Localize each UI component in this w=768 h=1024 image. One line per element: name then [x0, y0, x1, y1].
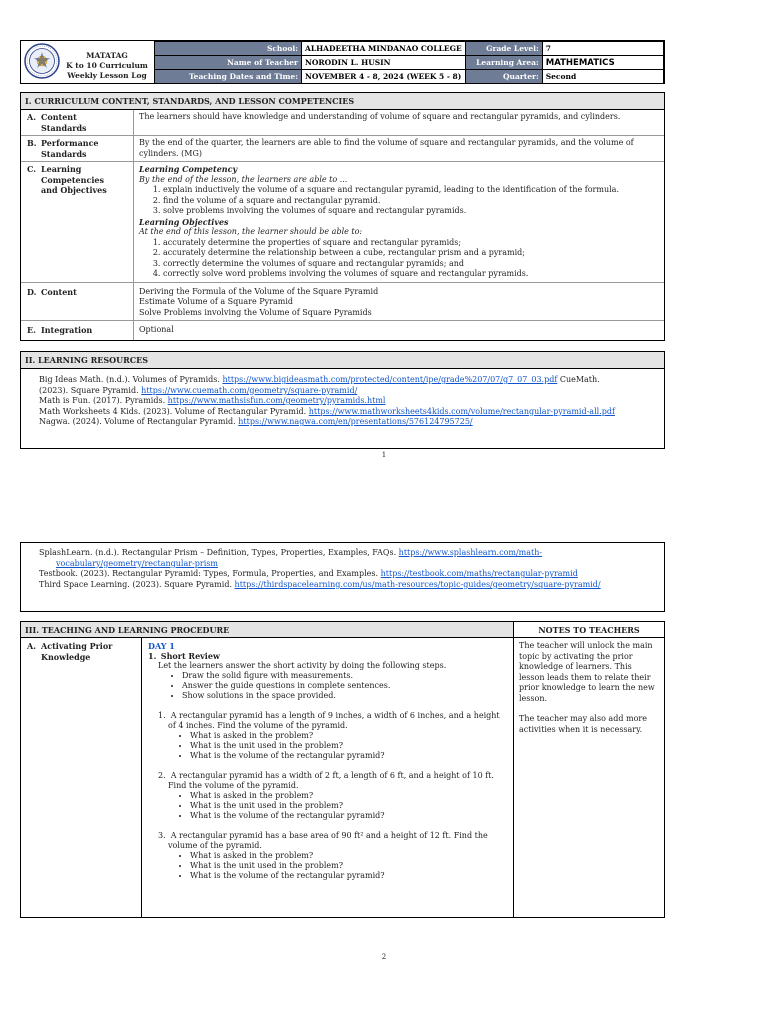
- problem-num: 3.: [158, 831, 166, 840]
- grade-label: Grade Level:: [465, 42, 542, 56]
- reference-item: [39, 396, 646, 407]
- problem-item: [148, 771, 507, 791]
- list-item: • What is the volume of the rectangular pyramid?: [190, 751, 507, 761]
- row-label-text: Knowledge: [41, 651, 91, 662]
- reference-text: Big Ideas Math. (n.d.). Volumes of Pyramids.: [39, 375, 223, 384]
- performance-standards-text: By the end of the quarter, the learners are able to find the volume of square and rectangular pyramids, and the volume of cylinders. (MG): [139, 138, 634, 158]
- procedure-body: [21, 638, 664, 918]
- header-title: [61, 51, 153, 81]
- activity-title: [148, 651, 507, 661]
- list-item: 3. solve problems involving the volumes of square and rectangular pyramids.: [163, 206, 659, 217]
- row-label-num: D.: [27, 286, 37, 297]
- reference-text: Math is Fun. (2017). Pyramids.: [39, 396, 168, 405]
- content-line: Solve Problems involving the Volume of Square Pyramids: [139, 307, 372, 317]
- reference-text: Testbook. (2023). Rectangular Pyramid: Types, Formula, Properties, and Examples.: [39, 569, 381, 578]
- reference-text: CueMath.: [557, 375, 600, 384]
- objectives-list: [139, 238, 659, 280]
- problem-item: [148, 831, 507, 851]
- guide-question-list: [148, 851, 507, 881]
- teacher-value: NORODIN L. HUSIN: [302, 56, 466, 70]
- notes-title: NOTES TO TEACHERS: [514, 622, 664, 637]
- row-label: [21, 283, 134, 321]
- reference-link[interactable]: https://www.bigideasmath.com/protected/content/ipe/grade%207/07/g7_07_03.pdf: [222, 375, 558, 384]
- deped-seal-icon: [24, 43, 60, 79]
- reference-text: Third Space Learning. (2023). Square Pyramid.: [39, 579, 235, 589]
- reference-item: [39, 569, 646, 580]
- quarter-value: Second: [542, 70, 663, 84]
- section-procedure: [20, 621, 665, 918]
- content-text: [134, 283, 664, 321]
- section-title: III. TEACHING AND LEARNING PROCEDURE: [21, 622, 514, 637]
- procedure-content: [142, 638, 514, 918]
- lesson-log-header: [20, 40, 665, 84]
- teacher-label: Name of Teacher: [155, 56, 302, 70]
- reference-link[interactable]: https://www.nagwa.com/en/presentations/576124795725/: [238, 417, 473, 426]
- activity-instruction: Let the learners answer the short activity by doing the following steps.: [158, 661, 447, 670]
- list-item: • What is the volume of the rectangular pyramid?: [190, 811, 507, 821]
- row-label: [21, 162, 134, 282]
- reference-list: [21, 369, 664, 434]
- row-label-text: Competencies: [41, 174, 104, 185]
- reference-link[interactable]: https://testbook.com/maths/rectangular-pyramid: [380, 569, 578, 578]
- section-curriculum: [20, 92, 665, 341]
- row-label-num: A.: [27, 112, 36, 122]
- list-item: • Draw the solid figure with measurements.: [182, 671, 507, 681]
- school-value: ALHADEETHA MINDANAO COLLEGE: [302, 42, 466, 56]
- row-content-standards: [21, 110, 664, 136]
- list-item: • Answer the guide questions in complete sentences.: [182, 681, 507, 691]
- row-label-text: Integration: [41, 325, 93, 335]
- reference-item: [39, 375, 646, 386]
- grade-value: 7: [542, 42, 663, 56]
- reference-text: Nagwa. (2024). Volume of Rectangular Pyramid.: [39, 417, 239, 426]
- list-item: • What is the unit used in the problem?: [190, 861, 507, 871]
- row-performance-standards: [21, 136, 664, 162]
- row-label: [21, 110, 134, 135]
- guide-question-list: [148, 731, 507, 761]
- row-label-text: and Objectives: [41, 185, 107, 195]
- learning-area-label: Learning Area:: [465, 56, 542, 70]
- reference-text: Math Worksheets 4 Kids. (2023). Volume of Rectangular Pyramid.: [39, 406, 309, 416]
- competency-intro: By the end of the lesson, the learners are able to ...: [139, 174, 348, 184]
- reference-text: (2023). Square Pyramid.: [39, 385, 142, 395]
- row-integration: [21, 321, 664, 340]
- row-label-num: E.: [27, 325, 36, 335]
- row-label-text: Activating Prior: [41, 641, 113, 651]
- reference-list: [21, 543, 664, 596]
- list-item: • What is the volume of the rectangular pyramid?: [190, 871, 507, 881]
- row-label: [21, 136, 134, 161]
- learning-area-value: MATHEMATICS: [542, 56, 663, 70]
- step-list: [148, 671, 507, 701]
- dates-label: Teaching Dates and Time:: [155, 70, 302, 84]
- problem-text: A rectangular pyramid has a base area of 90 ft² and a height of 12 ft. Find the volume of the pyramid.: [168, 831, 488, 850]
- list-item: 1. accurately determine the properties of square and rectangular pyramids;: [163, 238, 659, 249]
- section-title: I. CURRICULUM CONTENT, STANDARDS, AND LESSON COMPETENCIES: [21, 93, 664, 110]
- row-label-text: Performance: [41, 138, 99, 148]
- activity-num: 1.: [148, 651, 157, 661]
- header-info-grid: [154, 41, 664, 84]
- reference-item: [39, 386, 646, 397]
- reference-link[interactable]: https://www.cuemath.com/geometry/square-pyramid/: [141, 385, 358, 395]
- header-logo-cell: [21, 41, 155, 83]
- section-title: II. LEARNING RESOURCES: [21, 352, 664, 369]
- competency-heading: Learning Competency: [139, 164, 238, 174]
- row-label-num: C.: [27, 164, 37, 174]
- row-label-text: Standards: [41, 122, 87, 133]
- teacher-note: The teacher will unlock the main topic by activating the prior knowledge of learners. This lesson leads them to relate their prior knowledge to learn the new lesson.: [519, 641, 655, 703]
- section-resources: [20, 351, 665, 449]
- list-item: 3. correctly determine the volumes of square and rectangular pyramids; and: [163, 259, 659, 270]
- content-standards-text: The learners should have knowledge and understanding of volume of square and rectangular pyramids, and cylinders.: [139, 112, 621, 121]
- list-item: • What is the unit used in the problem?: [190, 741, 507, 751]
- problem-num: 2.: [158, 771, 166, 780]
- row-label-text: Standards: [41, 148, 87, 159]
- objectives-intro: At the end of this lesson, the learner should be able to:: [139, 227, 363, 236]
- list-item: 1. explain inductively the volume of a square and rectangular pyramid, leading to the identification of the formula.: [163, 185, 659, 196]
- problem-text: A rectangular pyramid has a length of 9 inches, a width of 6 inches, and a height of 4 inches. Find the volume of the pyramid.: [168, 711, 500, 730]
- row-label-text: Content: [41, 286, 77, 297]
- notes-content: [514, 638, 664, 918]
- reference-item: [39, 407, 646, 418]
- row-label-text: Content: [41, 112, 77, 122]
- reference-link[interactable]: https://www.mathworksheets4kids.com/volume/rectangular-pyramid-all.pdf: [308, 406, 615, 416]
- list-item: • What is the unit used in the problem?: [190, 801, 507, 811]
- header-title-line: K to 10 Curriculum: [66, 61, 148, 70]
- reference-link[interactable]: https://thirdspacelearning.com/us/math-resources/topic-guides/geometry/square-pyramid/: [234, 579, 601, 589]
- reference-link[interactable]: https://www.mathsisfun.com/geometry/pyramids.html: [167, 396, 386, 405]
- row-label-num: A.: [27, 641, 36, 651]
- list-item: 2. find the volume of a square and rectangular pyramid.: [163, 196, 659, 207]
- page-number: 2: [381, 953, 387, 961]
- reference-item: [39, 580, 646, 591]
- row-content: [21, 283, 664, 322]
- school-label: School:: [155, 42, 302, 56]
- page2-reference-box: [20, 542, 665, 612]
- row-label: [21, 638, 142, 918]
- quarter-label: Quarter:: [465, 70, 542, 84]
- activity-name: Short Review: [160, 651, 220, 661]
- dates-value: NOVEMBER 4 - 8, 2024 (WEEK 5 - 8): [302, 70, 466, 84]
- content-line: Estimate Volume of a Square Pyramid: [139, 297, 294, 306]
- integration-text: Optional: [139, 325, 174, 334]
- reference-link[interactable]: https://www.splashlearn.com/math-vocabulary/geometry/rectangular-prism: [56, 548, 543, 568]
- procedure-header-row: [21, 622, 664, 638]
- competencies-text: [134, 162, 664, 282]
- header-title-line: MATATAG: [86, 51, 128, 60]
- list-item: • Show solutions in the space provided.: [182, 691, 507, 701]
- list-item: • What is asked in the problem?: [190, 851, 507, 861]
- reference-item: [39, 417, 646, 428]
- row-competencies: [21, 162, 664, 283]
- content-line: Deriving the Formula of the Volume of the Square Pyramid: [139, 286, 379, 296]
- problem-num: 1.: [158, 711, 166, 720]
- reference-text: SplashLearn. (n.d.). Rectangular Prism – Definition, Types, Properties, Examples, FAQs.: [39, 548, 399, 557]
- guide-question-list: [148, 791, 507, 821]
- list-item: • What is asked in the problem?: [190, 791, 507, 801]
- competency-list: [139, 185, 659, 217]
- row-label-num: B.: [27, 138, 37, 148]
- reference-item: [39, 548, 646, 569]
- problem-item: [148, 711, 507, 731]
- teacher-note: The teacher may also add more activities when it is necessary.: [519, 714, 647, 734]
- list-item: 2. accurately determine the relationship between a cube, rectangular prism and a pyramid;: [163, 248, 659, 259]
- list-item: • What is asked in the problem?: [190, 731, 507, 741]
- header-title-line: Weekly Lesson Log: [67, 71, 147, 80]
- row-label: [21, 321, 134, 340]
- problem-text: A rectangular pyramid has a width of 2 ft, a length of 6 ft, and a height of 10 ft. Find the volume of the pyramid.: [168, 771, 494, 790]
- list-item: 4. correctly solve word problems involving the volumes of square and rectangular pyramids.: [163, 269, 659, 280]
- objectives-heading: Learning Objectives: [139, 216, 229, 227]
- day-label: DAY 1: [148, 641, 175, 651]
- page-number: 1: [381, 451, 387, 459]
- row-label-text: Learning: [41, 164, 82, 174]
